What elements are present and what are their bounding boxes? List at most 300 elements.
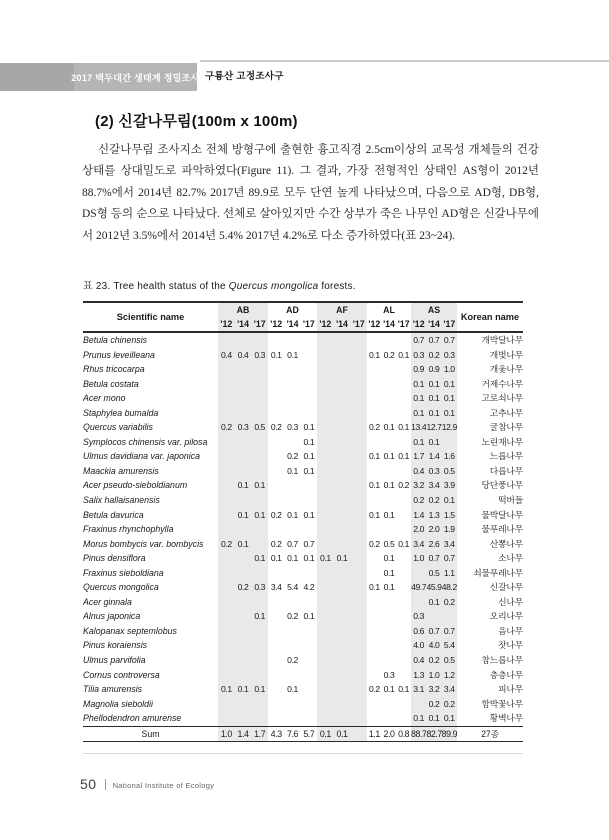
value-cell: 0.2 (426, 493, 441, 508)
value-cell: 4.3 (268, 726, 284, 742)
value-cell: 0.7 (411, 332, 426, 348)
value-cell: 3.1 (411, 682, 426, 697)
value-cell (251, 464, 268, 479)
value-cell: 0.1 (270, 349, 282, 360)
value-cell (382, 362, 397, 377)
value-cell: 0.1 (303, 465, 315, 476)
year-header-AL-17: '17 (396, 317, 411, 332)
value-cell: 0.1 (398, 538, 410, 549)
korean-name: 참느릅나무 (481, 655, 523, 666)
value-cell (367, 332, 382, 348)
value-cell (382, 624, 397, 639)
value-cell (396, 493, 411, 508)
species-name: Prunus leveilleana (83, 349, 155, 360)
species-tbody (83, 332, 523, 742)
value-cell (251, 668, 268, 683)
value-cell (382, 653, 397, 668)
value-cell: 0.1 (398, 451, 410, 462)
year-header-AF-14: '14 (334, 317, 351, 332)
value-cell: 0.1 (303, 553, 315, 564)
year-header-AL-14: '14 (382, 317, 397, 332)
value-cell (218, 551, 235, 566)
value-cell (382, 609, 397, 624)
value-cell: 0.1 (426, 406, 441, 421)
value-cell: 0.2 (426, 697, 441, 712)
value-cell: 2.0 (426, 522, 441, 537)
value-cell: 1.3 (411, 668, 426, 683)
value-cell (350, 449, 367, 464)
year-header-AB-17: '17 (251, 317, 268, 332)
table-row (83, 377, 523, 392)
value-cell: 1.0 (426, 668, 441, 683)
value-cell: 0.1 (251, 609, 268, 624)
value-cell (317, 537, 334, 552)
value-cell (218, 609, 235, 624)
body-paragraph: 신갈나무림 조사지소 전체 방형구에 출현한 흉고직경 2.5cm이상의 교목성 개체들의 건강상태를 상대밀도로 파악하였다(Figure 11). 그 결과, 가장 전형적인 상태인 AS형이 2012년 88.7%에서 2014년 82.7% 2017년 89.9로 모두 단연 높게 나타났으며, 다음으로 AD형, DB형, DS형 등의 순으로 나타났다. 선체로 살아있지만 수간 상부가 죽은 나무인 AD형은 신갈나무에서 2012년 3.5%에서 2014년 5.4% 2017년 4.2%로 다소 증가하였다(표 23~24). (82, 144, 539, 242)
value-cell: 1.4 (235, 726, 252, 742)
species-name: Staphylea bumalda (83, 407, 159, 418)
value-cell (235, 362, 252, 377)
table-row (83, 711, 523, 726)
value-cell: 0.7 (287, 538, 298, 549)
value-cell: 0.1 (368, 451, 380, 462)
value-cell (317, 624, 334, 639)
value-cell: 0.1 (251, 508, 268, 523)
value-cell (350, 420, 367, 435)
value-cell: 0.7 (426, 624, 441, 639)
value-cell (350, 522, 367, 537)
value-cell (268, 638, 284, 653)
value-cell (396, 595, 411, 610)
value-cell (396, 362, 411, 377)
korean-name: 잣나무 (498, 640, 523, 651)
value-cell (334, 449, 351, 464)
table-row (83, 566, 523, 581)
value-cell (317, 362, 334, 377)
value-cell: 0.1 (334, 551, 351, 566)
species-name: Cornus controversa (83, 669, 160, 680)
species-name: Maackia amurensis (83, 465, 159, 476)
value-cell (382, 391, 397, 406)
value-cell (268, 668, 284, 683)
year-header-AS-14: '14 (426, 317, 441, 332)
value-cell: 0.1 (383, 480, 395, 491)
value-cell (235, 406, 252, 421)
value-cell: 3.4 (426, 478, 441, 493)
group-header-AF: AF (317, 302, 367, 317)
korean-name: 오리나무 (489, 611, 523, 622)
value-cell (396, 668, 411, 683)
value-cell (350, 332, 367, 348)
value-cell: 0.3 (411, 348, 426, 363)
value-cell: 0.1 (426, 435, 441, 450)
value-cell (367, 391, 382, 406)
page-number: 50 (80, 776, 97, 792)
value-cell (396, 624, 411, 639)
value-cell (251, 697, 268, 712)
value-cell: 0.1 (317, 551, 334, 566)
year-header-AB-14: '14 (235, 317, 252, 332)
value-cell (301, 406, 317, 421)
value-cell: 0.1 (442, 711, 457, 726)
value-cell (334, 478, 351, 493)
korean-name: 층층나무 (489, 669, 523, 680)
value-cell (334, 624, 351, 639)
year-header-AF-17: '17 (350, 317, 367, 332)
value-cell (317, 508, 334, 523)
value-cell (301, 362, 317, 377)
value-cell: 0.1 (383, 451, 395, 462)
value-cell (284, 711, 300, 726)
value-cell (350, 406, 367, 421)
value-cell (235, 668, 252, 683)
value-cell: 0.1 (303, 611, 315, 622)
value-cell: 0.1 (317, 726, 334, 742)
value-cell: 0.2 (426, 348, 441, 363)
header-rule (200, 60, 609, 62)
year-header-AB-12: '12 (218, 317, 235, 332)
value-cell: 0.1 (411, 391, 426, 406)
value-cell (251, 406, 268, 421)
value-cell: 0.2 (383, 349, 395, 360)
value-cell: 0.2 (270, 509, 282, 520)
value-cell (317, 668, 334, 683)
table-row (83, 697, 523, 712)
report-title-badge: 2017 백두대간 생태계 정밀조사 (74, 63, 197, 91)
value-cell: 0.9 (426, 362, 441, 377)
value-cell (317, 464, 334, 479)
korean-name: 거제수나무 (481, 378, 523, 389)
section-title: (2) 신갈나무림(100m x 100m) (95, 113, 298, 130)
value-cell (367, 595, 382, 610)
value-cell (317, 420, 334, 435)
tree-health-table (83, 301, 523, 742)
value-cell (317, 638, 334, 653)
value-cell: 0.7 (442, 551, 457, 566)
korean-name: 다릅나무 (489, 465, 523, 476)
group-header-AS: AS (411, 302, 457, 317)
table-row (83, 537, 523, 552)
value-cell (367, 362, 382, 377)
value-cell: 0.7 (442, 332, 457, 348)
korean-name: 개박달나무 (481, 335, 523, 345)
value-cell: 5.4 (442, 638, 457, 653)
value-cell (251, 522, 268, 537)
value-cell: 3.4 (411, 537, 426, 552)
table-row (83, 478, 523, 493)
value-cell (334, 566, 351, 581)
value-cell: 13.4 (411, 420, 426, 435)
value-cell (251, 624, 268, 639)
value-cell: 0.2 (218, 420, 235, 435)
header-band (0, 63, 200, 91)
value-cell (235, 377, 252, 392)
value-cell (284, 377, 300, 392)
korean-name: 노린재나무 (481, 436, 523, 447)
value-cell (382, 595, 397, 610)
value-cell (301, 493, 317, 508)
value-cell (251, 566, 268, 581)
value-cell (235, 522, 252, 537)
value-cell: 0.2 (287, 451, 298, 462)
korean-name: 개벚나무 (489, 349, 523, 360)
table-row (83, 580, 523, 595)
value-cell (367, 653, 382, 668)
value-cell: 3.2 (411, 478, 426, 493)
species-name: Acer ginnala (83, 596, 132, 607)
species-name: Pinus koraiensis (83, 640, 148, 651)
value-cell (350, 697, 367, 712)
footer-organization: National Institute of Ecology (112, 780, 215, 790)
value-cell (396, 697, 411, 712)
value-cell (251, 537, 268, 552)
value-cell: 0.4 (411, 653, 426, 668)
value-cell (301, 595, 317, 610)
value-cell: 0.3 (426, 464, 441, 479)
value-cell (317, 580, 334, 595)
value-cell (268, 377, 284, 392)
value-cell: 5.7 (301, 726, 317, 742)
value-cell (218, 522, 235, 537)
value-cell (218, 478, 235, 493)
value-cell (284, 697, 300, 712)
value-cell: 1.0 (218, 726, 235, 742)
table-row (83, 624, 523, 639)
value-cell (218, 464, 235, 479)
value-cell (235, 449, 252, 464)
value-cell (334, 406, 351, 421)
year-header-AD-14: '14 (284, 317, 300, 332)
value-cell: 7.6 (284, 726, 300, 742)
value-cell (268, 711, 284, 726)
value-cell (334, 362, 351, 377)
table-row (83, 522, 523, 537)
value-cell (301, 697, 317, 712)
value-cell: 0.8 (396, 726, 411, 742)
value-cell: 1.1 (442, 566, 457, 581)
table-row (83, 653, 523, 668)
species-count: 27종 (457, 726, 523, 742)
value-cell: 88.7 (411, 726, 426, 742)
value-cell: 0.1 (303, 436, 315, 447)
value-cell: 0.1 (235, 682, 252, 697)
caption-suffix: forests. (318, 281, 356, 292)
value-cell (350, 493, 367, 508)
value-cell (334, 464, 351, 479)
value-cell: 0.6 (411, 624, 426, 639)
value-cell (218, 435, 235, 450)
value-cell (334, 377, 351, 392)
value-cell (218, 624, 235, 639)
value-cell (218, 332, 235, 348)
korean-name: 개옻나무 (489, 364, 523, 375)
caption-prefix: 표 23. Tree health status of the (83, 281, 229, 292)
value-cell (301, 332, 317, 348)
value-cell: 0.1 (383, 582, 395, 593)
table-row (83, 348, 523, 363)
value-cell: 0.1 (251, 682, 268, 697)
value-cell (251, 493, 268, 508)
value-cell (367, 697, 382, 712)
value-cell (251, 362, 268, 377)
value-cell: 0.1 (426, 377, 441, 392)
value-cell: 0.1 (442, 493, 457, 508)
value-cell: 1.4 (426, 449, 441, 464)
value-cell (235, 624, 252, 639)
value-cell: 0.3 (442, 348, 457, 363)
value-cell (396, 638, 411, 653)
value-cell (317, 522, 334, 537)
value-cell (235, 493, 252, 508)
value-cell (350, 377, 367, 392)
value-cell (350, 362, 367, 377)
value-cell (251, 711, 268, 726)
value-cell (218, 377, 235, 392)
year-header-AD-17: '17 (301, 317, 317, 332)
species-name: Ulmus parvifolia (83, 655, 146, 666)
value-cell (268, 449, 284, 464)
species-name: Betula costata (83, 378, 139, 389)
value-cell (367, 464, 382, 479)
value-cell: 0.1 (235, 508, 252, 523)
value-cell (301, 377, 317, 392)
korean-name: 물박달나무 (481, 509, 523, 520)
species-name: Phellodendron amurense (83, 713, 182, 724)
value-cell: 0.7 (426, 332, 441, 348)
value-cell (396, 464, 411, 479)
page-footer (80, 776, 214, 792)
value-cell: 1.0 (442, 362, 457, 377)
value-cell: 0.3 (251, 580, 268, 595)
value-cell (284, 595, 300, 610)
value-cell (235, 332, 252, 348)
value-cell (284, 362, 300, 377)
value-cell: 0.1 (442, 377, 457, 392)
value-cell (382, 435, 397, 450)
value-cell: 0.1 (251, 551, 268, 566)
value-cell (301, 522, 317, 537)
value-cell: 0.1 (368, 509, 380, 520)
value-cell (251, 595, 268, 610)
value-cell (317, 595, 334, 610)
value-cell: 0.1 (235, 537, 252, 552)
value-cell: 45.9 (426, 580, 441, 595)
value-cell (334, 668, 351, 683)
value-cell: 0.1 (411, 711, 426, 726)
value-cell: 0.9 (411, 362, 426, 377)
value-cell: 4.0 (426, 638, 441, 653)
species-name: Betula chinensis (83, 335, 148, 345)
value-cell (396, 435, 411, 450)
value-cell: 0.1 (368, 582, 380, 593)
value-cell: 0.5 (383, 538, 395, 549)
table-row (83, 638, 523, 653)
value-cell (334, 348, 351, 363)
value-cell (350, 348, 367, 363)
value-cell (235, 464, 252, 479)
species-name: Fraxinus sieboldiana (83, 567, 164, 578)
value-cell (301, 711, 317, 726)
value-cell (367, 493, 382, 508)
value-cell (317, 391, 334, 406)
value-cell: 0.1 (383, 509, 395, 520)
korean-name: 황벽나무 (489, 713, 523, 724)
value-cell (350, 435, 367, 450)
table-caption (83, 277, 356, 292)
value-cell: 0.7 (303, 538, 315, 549)
table-row (83, 508, 523, 523)
value-cell (251, 449, 268, 464)
value-cell (251, 391, 268, 406)
value-cell (301, 348, 317, 363)
value-cell (442, 435, 457, 450)
value-cell (284, 493, 300, 508)
korean-name: 신나무 (498, 596, 523, 607)
value-cell (334, 522, 351, 537)
value-cell (301, 653, 317, 668)
value-cell (350, 682, 367, 697)
value-cell: 12.9 (442, 420, 457, 435)
value-cell (284, 638, 300, 653)
value-cell (334, 420, 351, 435)
korean-name: 물푸레나무 (481, 524, 523, 535)
value-cell: 0.2 (287, 655, 298, 666)
table-row (83, 391, 523, 406)
value-cell: 0.2 (426, 653, 441, 668)
value-cell (350, 638, 367, 653)
value-cell: 0.1 (235, 478, 252, 493)
value-cell (396, 508, 411, 523)
value-cell: 1.7 (411, 449, 426, 464)
value-cell: 1.3 (426, 508, 441, 523)
value-cell (268, 332, 284, 348)
value-cell: 0.1 (383, 422, 395, 433)
value-cell: 0.3 (235, 420, 252, 435)
value-cell: 1.4 (411, 508, 426, 523)
species-name: Rhus tricocarpa (83, 364, 145, 375)
value-cell: 0.5 (426, 566, 441, 581)
value-cell (396, 609, 411, 624)
value-cell (367, 566, 382, 581)
value-cell: 0.1 (287, 684, 298, 695)
korean-name: 음나무 (498, 625, 523, 636)
group-header-AL: AL (383, 305, 395, 315)
table-row (83, 449, 523, 464)
value-cell (251, 638, 268, 653)
value-cell (235, 638, 252, 653)
korean-name: 소나무 (498, 553, 523, 564)
species-name: Fraxinus rhynchophylla (83, 524, 174, 535)
value-cell (367, 522, 382, 537)
value-cell (251, 653, 268, 668)
value-cell (317, 449, 334, 464)
value-cell (367, 551, 382, 566)
value-cell (301, 638, 317, 653)
value-cell (367, 377, 382, 392)
value-cell (218, 580, 235, 595)
value-cell (411, 595, 426, 610)
value-cell (268, 522, 284, 537)
sum-row (83, 726, 523, 742)
year-header-AS-17: '17 (442, 317, 457, 332)
value-cell (396, 406, 411, 421)
value-cell: 0.2 (368, 684, 380, 695)
value-cell (382, 697, 397, 712)
value-cell (350, 624, 367, 639)
value-cell (235, 653, 252, 668)
value-cell: 0.1 (411, 406, 426, 421)
value-cell: 0.1 (303, 451, 315, 462)
